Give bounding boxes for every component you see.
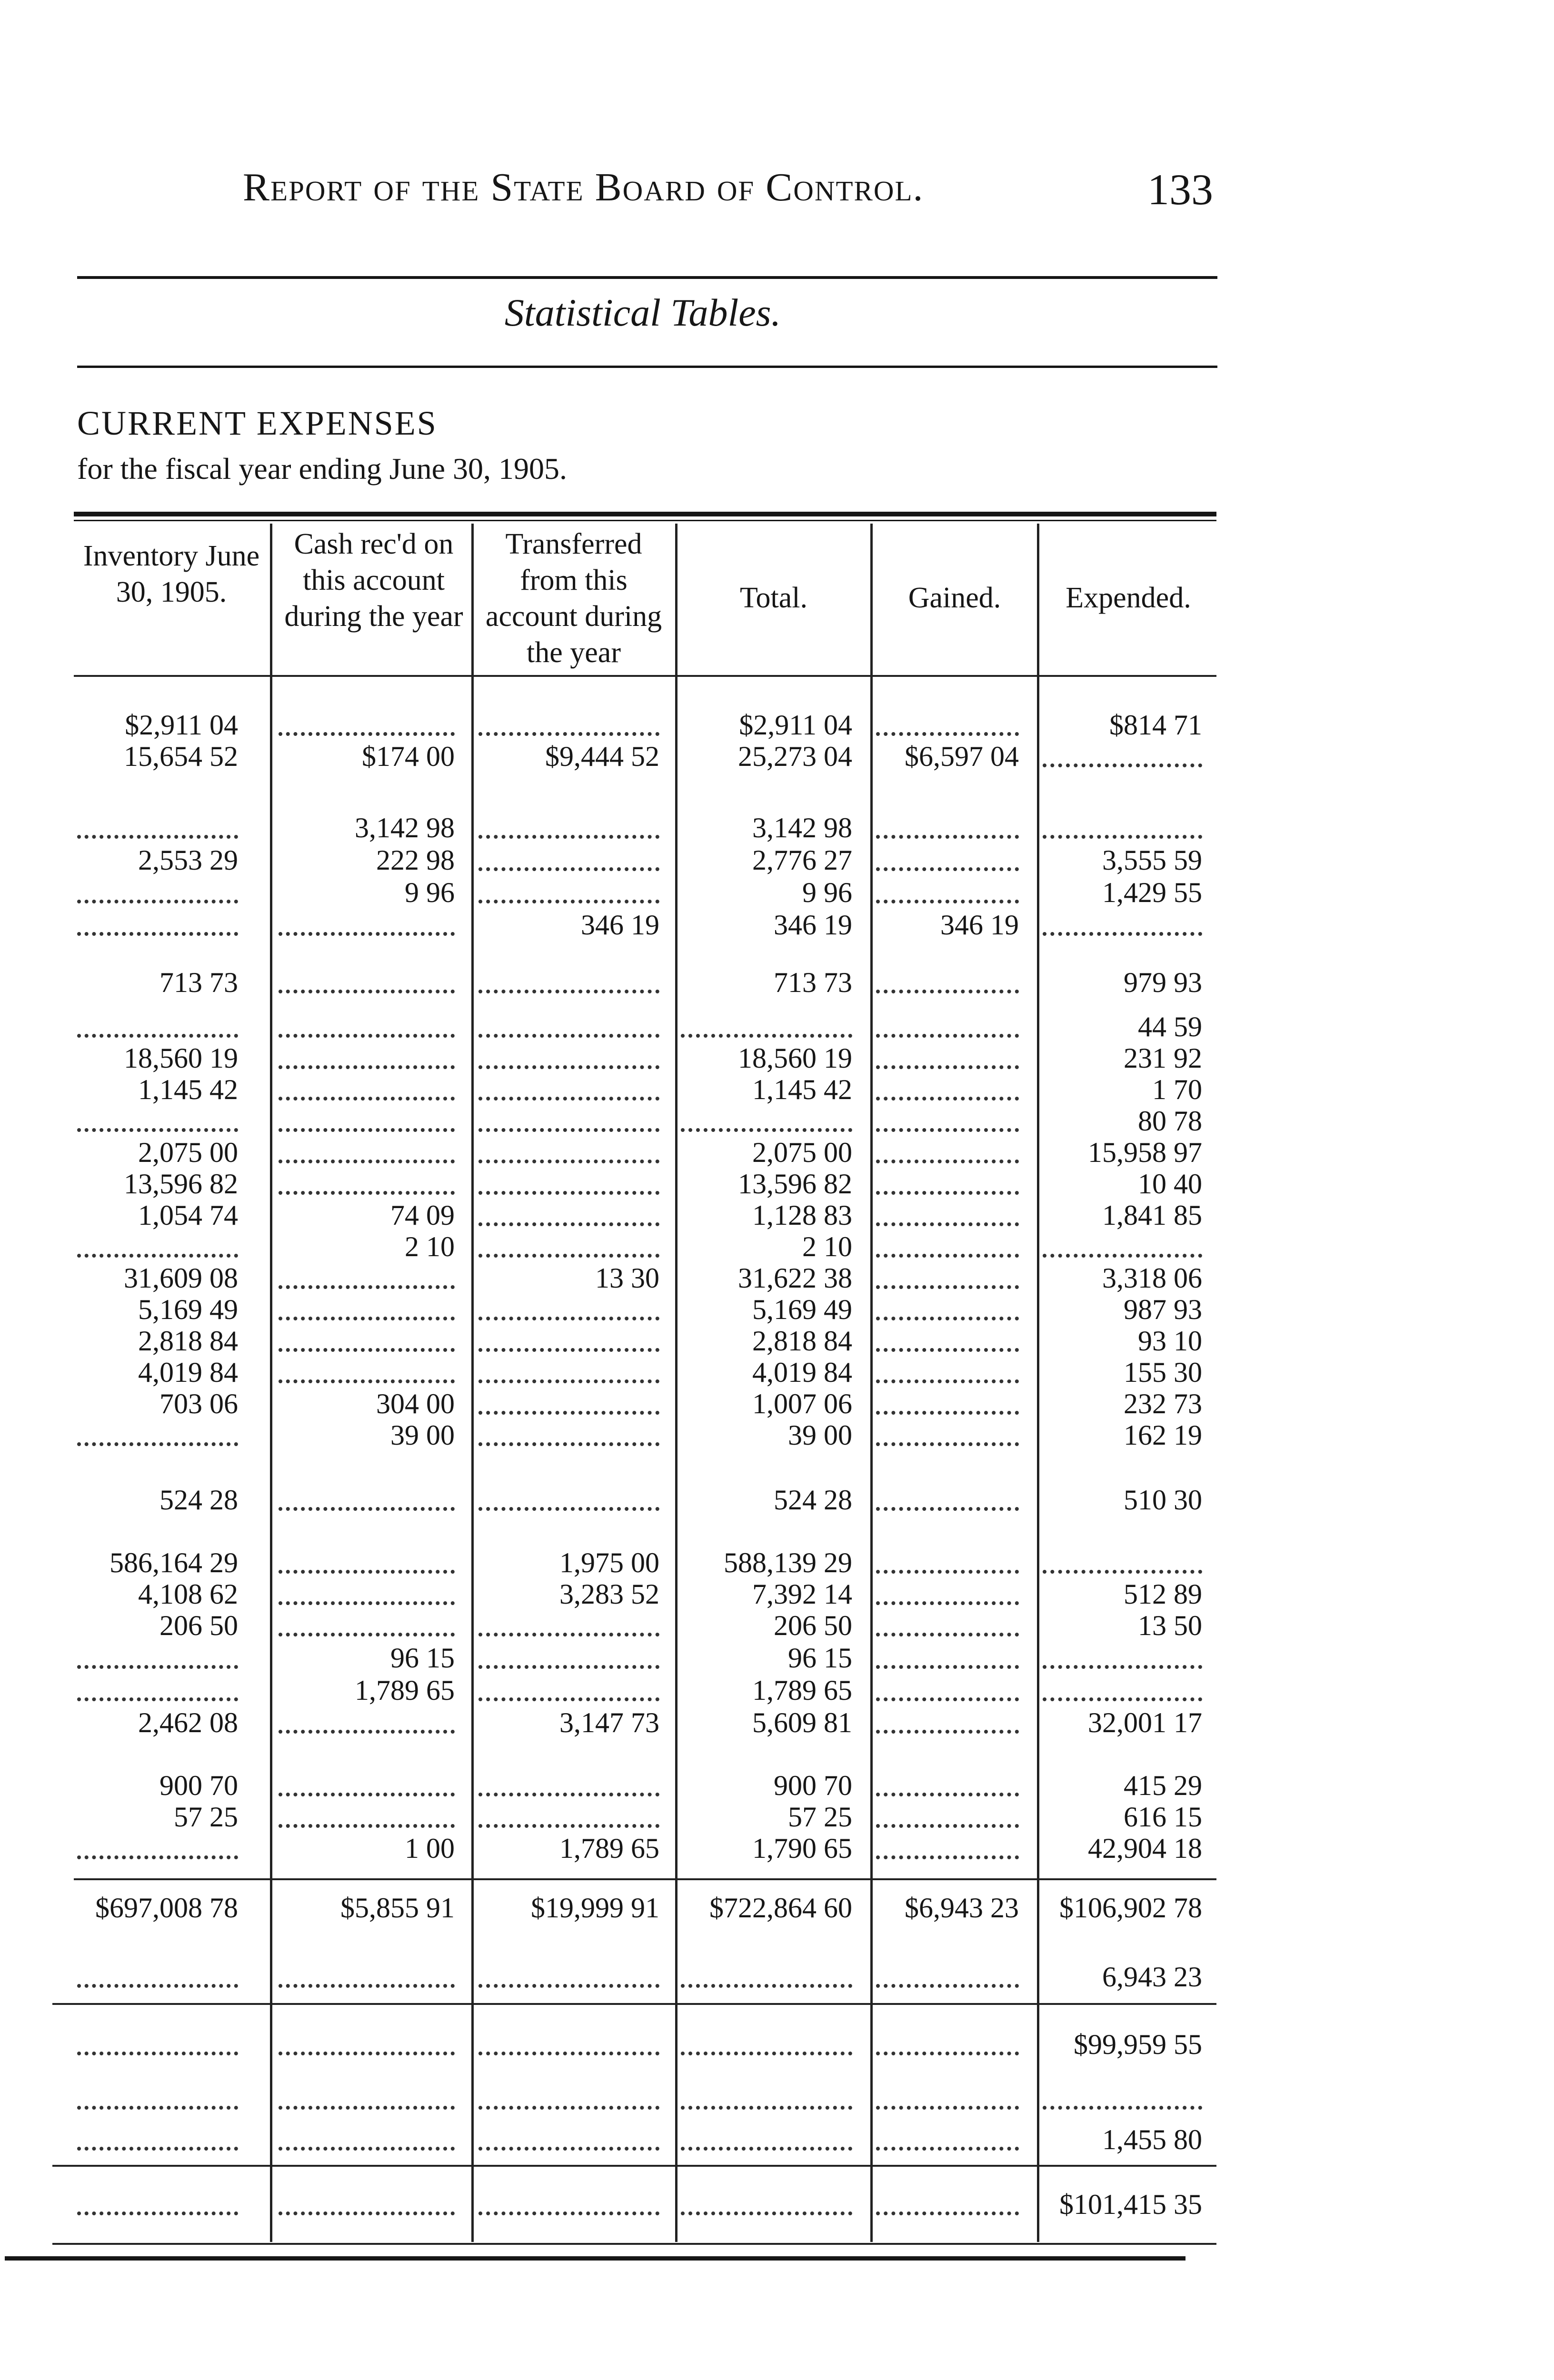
cell-total: 57 25 bbox=[788, 1801, 852, 1833]
dot-leader bbox=[876, 1317, 1019, 1320]
cell-total: 3,142 98 bbox=[752, 812, 852, 843]
cell-transferred: 1,975 00 bbox=[559, 1547, 659, 1578]
dot-leader bbox=[478, 867, 659, 871]
dot-leader bbox=[1043, 1254, 1202, 1258]
cell-cash-received: $174 00 bbox=[362, 741, 455, 772]
dot-leader bbox=[478, 1507, 659, 1511]
dot-leader bbox=[77, 1128, 238, 1132]
cell-cash-received: 2 10 bbox=[405, 1231, 455, 1262]
dot-leader bbox=[478, 732, 659, 736]
dot-leader bbox=[876, 2052, 1019, 2055]
cell-expended: 80 78 bbox=[1138, 1105, 1202, 1137]
dot-leader bbox=[876, 1160, 1019, 1163]
dot-leader bbox=[77, 900, 238, 903]
dot-leader bbox=[279, 1097, 455, 1101]
dot-leader bbox=[279, 1793, 455, 1796]
dot-leader bbox=[876, 1254, 1019, 1258]
column-header-transferred: Transferred from this account during the year bbox=[485, 528, 662, 669]
dot-leader bbox=[77, 2147, 238, 2151]
dot-leader bbox=[478, 1348, 659, 1352]
cell-total: 206 50 bbox=[774, 1610, 852, 1641]
column-divider bbox=[675, 524, 677, 2242]
cell-inventory: 1,054 74 bbox=[138, 1200, 238, 1231]
dot-leader bbox=[876, 1097, 1019, 1101]
dot-leader bbox=[681, 2052, 852, 2055]
dot-leader bbox=[77, 835, 238, 839]
cell-total: 588,139 29 bbox=[724, 1547, 852, 1578]
cell-cash-received: 304 00 bbox=[376, 1388, 455, 1419]
summary-expended: $101,415 35 bbox=[1059, 2189, 1202, 2220]
dot-leader bbox=[279, 1984, 455, 1988]
cell-expended: 155 30 bbox=[1124, 1357, 1202, 1388]
cell-expended: 979 93 bbox=[1124, 967, 1202, 998]
dot-leader bbox=[876, 1697, 1019, 1701]
table-top-rule-thin bbox=[74, 520, 1216, 521]
dot-leader bbox=[279, 932, 455, 936]
dot-leader bbox=[279, 1317, 455, 1320]
cell-inventory: 4,019 84 bbox=[138, 1357, 238, 1388]
dot-leader bbox=[279, 732, 455, 736]
dot-leader bbox=[681, 2147, 852, 2151]
dot-leader bbox=[876, 1285, 1019, 1289]
cell-inventory: 2,553 29 bbox=[138, 844, 238, 876]
column-header-inventory: Inventory June 30, 1905. bbox=[83, 540, 260, 608]
cell-total: 346 19 bbox=[774, 909, 852, 941]
dot-leader bbox=[1043, 1665, 1202, 1669]
cell-transferred: 3,147 73 bbox=[559, 1707, 659, 1738]
dot-leader bbox=[478, 1128, 659, 1132]
dot-leader bbox=[478, 900, 659, 903]
cell-total: 2,776 27 bbox=[752, 844, 852, 876]
header-rule-bottom bbox=[77, 366, 1217, 368]
cell-transferred: 3,283 52 bbox=[559, 1578, 659, 1610]
cell-cash-received: 74 09 bbox=[390, 1200, 455, 1231]
dot-leader bbox=[876, 1633, 1019, 1636]
dot-leader bbox=[279, 2211, 455, 2215]
cell-total: 1,789 65 bbox=[752, 1675, 852, 1706]
summary-rule bbox=[52, 2243, 1216, 2245]
cell-total: 7,392 14 bbox=[752, 1578, 852, 1610]
dot-leader bbox=[77, 2106, 238, 2110]
page-number: 133 bbox=[1147, 165, 1213, 214]
cell-expended: 1 70 bbox=[1152, 1074, 1202, 1105]
dot-leader bbox=[279, 2106, 455, 2110]
cell-expended: 42,904 18 bbox=[1088, 1833, 1202, 1864]
cell-inventory: 713 73 bbox=[159, 967, 238, 998]
dot-leader bbox=[478, 1034, 659, 1038]
section-subtitle: Statistical Tables. bbox=[504, 291, 781, 334]
dot-leader bbox=[279, 1285, 455, 1289]
total-transferred: $19,999 91 bbox=[531, 1892, 659, 1924]
dot-leader bbox=[876, 1348, 1019, 1352]
dot-leader bbox=[279, 1379, 455, 1383]
cell-cash-received: 1,789 65 bbox=[355, 1675, 455, 1706]
cell-total: 31,622 38 bbox=[738, 1262, 852, 1294]
cell-transferred: 346 19 bbox=[581, 909, 659, 941]
dot-leader bbox=[478, 2052, 659, 2055]
dot-leader bbox=[279, 1348, 455, 1352]
totals-rule bbox=[74, 1878, 1216, 1880]
cell-expended: 231 92 bbox=[1124, 1042, 1202, 1074]
dot-leader bbox=[279, 1570, 455, 1574]
dot-leader bbox=[279, 1601, 455, 1605]
dot-leader bbox=[279, 1128, 455, 1132]
dot-leader bbox=[1043, 835, 1202, 839]
cell-expended: 44 59 bbox=[1138, 1011, 1202, 1042]
dot-leader bbox=[876, 867, 1019, 871]
cell-expended: 415 29 bbox=[1124, 1770, 1202, 1801]
cell-total: 39 00 bbox=[788, 1419, 852, 1451]
dot-leader bbox=[478, 1317, 659, 1320]
dot-leader bbox=[876, 1665, 1019, 1669]
cell-expended: 510 30 bbox=[1124, 1484, 1202, 1516]
dot-leader bbox=[478, 1254, 659, 1258]
cell-expended: 32,001 17 bbox=[1088, 1707, 1202, 1738]
running-title: Report of the State Board of Control. bbox=[243, 165, 924, 209]
cell-cash-received: 3,142 98 bbox=[355, 812, 455, 843]
table-bottom-rule bbox=[5, 2256, 1185, 2261]
total-total: $722,864 60 bbox=[709, 1892, 852, 1924]
cell-transferred: 1,789 65 bbox=[559, 1833, 659, 1864]
dot-leader bbox=[1043, 2106, 1202, 2110]
table-title: CURRENT EXPENSES bbox=[77, 404, 438, 442]
cell-inventory: 18,560 19 bbox=[124, 1042, 238, 1074]
cell-transferred: 13 30 bbox=[595, 1262, 659, 1294]
dot-leader bbox=[478, 2106, 659, 2110]
dot-leader bbox=[478, 1824, 659, 1828]
cell-total: 9 96 bbox=[802, 877, 852, 908]
dot-leader bbox=[478, 1665, 659, 1669]
dot-leader bbox=[876, 835, 1019, 839]
cell-inventory: 206 50 bbox=[159, 1610, 238, 1641]
dot-leader bbox=[77, 1034, 238, 1038]
dot-leader bbox=[279, 1507, 455, 1511]
dot-leader bbox=[681, 2211, 852, 2215]
cell-total: 524 28 bbox=[774, 1484, 852, 1516]
cell-expended: 1,429 55 bbox=[1102, 877, 1202, 908]
cell-total: 5,169 49 bbox=[752, 1294, 852, 1325]
cell-inventory: 13,596 82 bbox=[124, 1168, 238, 1200]
dot-leader bbox=[478, 1160, 659, 1163]
total-expended: $106,902 78 bbox=[1059, 1892, 1202, 1924]
dot-leader bbox=[876, 2211, 1019, 2215]
summary-expended: $99,959 55 bbox=[1074, 2029, 1202, 2060]
dot-leader bbox=[876, 732, 1019, 736]
column-divider bbox=[870, 524, 873, 2242]
cell-inventory: 703 06 bbox=[159, 1388, 238, 1419]
dot-leader bbox=[1043, 764, 1202, 767]
dot-leader bbox=[77, 2211, 238, 2215]
cell-total: 1,145 42 bbox=[752, 1074, 852, 1105]
dot-leader bbox=[279, 1191, 455, 1195]
cell-cash-received: 222 98 bbox=[376, 844, 455, 876]
column-header-expended: Expended. bbox=[1066, 582, 1191, 614]
dot-leader bbox=[876, 1507, 1019, 1511]
summary-rule bbox=[52, 2165, 1216, 2167]
dot-leader bbox=[478, 1222, 659, 1226]
cell-expended: 232 73 bbox=[1124, 1388, 1202, 1419]
dot-leader bbox=[876, 1191, 1019, 1195]
cell-gained: $6,597 04 bbox=[905, 741, 1019, 772]
dot-leader bbox=[478, 1411, 659, 1415]
cell-inventory: 31,609 08 bbox=[124, 1262, 238, 1294]
cell-inventory: 2,462 08 bbox=[138, 1707, 238, 1738]
dot-leader bbox=[77, 1984, 238, 1988]
cell-expended: 15,958 97 bbox=[1088, 1137, 1202, 1168]
column-header-cash-received: Cash rec'd on this account during the year bbox=[284, 528, 463, 633]
column-header-gained: Gained. bbox=[908, 582, 1001, 614]
dot-leader bbox=[478, 1442, 659, 1446]
dot-leader bbox=[876, 1793, 1019, 1796]
dot-leader bbox=[876, 1411, 1019, 1415]
cell-inventory: 900 70 bbox=[159, 1770, 238, 1801]
dot-leader bbox=[77, 1697, 238, 1701]
cell-total: 18,560 19 bbox=[738, 1042, 852, 1074]
dot-leader bbox=[478, 1793, 659, 1796]
dot-leader bbox=[876, 1855, 1019, 1859]
column-divider bbox=[471, 524, 474, 2242]
dot-leader bbox=[876, 2147, 1019, 2151]
table-subtitle: for the fiscal year ending June 30, 1905. bbox=[77, 452, 568, 486]
cell-cash-received: 39 00 bbox=[390, 1419, 455, 1451]
cell-total: 2,075 00 bbox=[752, 1137, 852, 1168]
cell-total: 1,790 65 bbox=[752, 1833, 852, 1864]
dot-leader bbox=[1043, 1570, 1202, 1574]
cell-expended: 3,555 59 bbox=[1102, 844, 1202, 876]
cell-inventory: 2,075 00 bbox=[138, 1137, 238, 1168]
dot-leader bbox=[77, 932, 238, 936]
dot-leader bbox=[876, 990, 1019, 993]
cell-cash-received: 9 96 bbox=[405, 877, 455, 908]
summary-rule bbox=[52, 2003, 1216, 2005]
header-rule-top bbox=[77, 276, 1217, 279]
dot-leader bbox=[478, 1984, 659, 1988]
dot-leader bbox=[876, 1065, 1019, 1069]
cell-total: 1,128 83 bbox=[752, 1200, 852, 1231]
cell-inventory: $2,911 04 bbox=[125, 709, 238, 741]
header-underline bbox=[74, 675, 1216, 677]
cell-inventory: 57 25 bbox=[174, 1801, 238, 1833]
cell-total: 2,818 84 bbox=[752, 1325, 852, 1357]
dot-leader bbox=[876, 1379, 1019, 1383]
dot-leader bbox=[279, 1160, 455, 1163]
cell-total: 2 10 bbox=[802, 1231, 852, 1262]
cell-total: 25,273 04 bbox=[738, 741, 852, 772]
cell-total: 900 70 bbox=[774, 1770, 852, 1801]
dot-leader bbox=[876, 1222, 1019, 1226]
cell-inventory: 15,654 52 bbox=[124, 741, 238, 772]
dot-leader bbox=[478, 2147, 659, 2151]
dot-leader bbox=[681, 1128, 852, 1132]
cell-total: 4,019 84 bbox=[752, 1357, 852, 1388]
dot-leader bbox=[876, 1730, 1019, 1734]
total-gained: $6,943 23 bbox=[905, 1892, 1019, 1924]
cell-expended: $814 71 bbox=[1109, 709, 1202, 741]
cell-expended: 162 19 bbox=[1124, 1419, 1202, 1451]
summary-expended: 1,455 80 bbox=[1102, 2124, 1202, 2155]
cell-total: 1,007 06 bbox=[752, 1388, 852, 1419]
cell-total: 713 73 bbox=[774, 967, 852, 998]
dot-leader bbox=[478, 990, 659, 993]
dot-leader bbox=[279, 2147, 455, 2151]
dot-leader bbox=[279, 1034, 455, 1038]
cell-expended: 616 15 bbox=[1124, 1801, 1202, 1833]
cell-inventory: 4,108 62 bbox=[138, 1578, 238, 1610]
dot-leader bbox=[279, 1824, 455, 1828]
cell-inventory: 5,169 49 bbox=[138, 1294, 238, 1325]
column-divider bbox=[1037, 524, 1039, 2242]
dot-leader bbox=[279, 2052, 455, 2055]
dot-leader bbox=[876, 1984, 1019, 1988]
dot-leader bbox=[681, 2106, 852, 2110]
dot-leader bbox=[77, 1665, 238, 1669]
dot-leader bbox=[1043, 1697, 1202, 1701]
cell-inventory: 1,145 42 bbox=[138, 1074, 238, 1105]
dot-leader bbox=[77, 1254, 238, 1258]
dot-leader bbox=[478, 2211, 659, 2215]
cell-total: $2,911 04 bbox=[739, 709, 852, 741]
dot-leader bbox=[1043, 932, 1202, 936]
cell-expended: 93 10 bbox=[1138, 1325, 1202, 1357]
dot-leader bbox=[478, 1633, 659, 1636]
total-inventory: $697,008 78 bbox=[95, 1892, 238, 1924]
dot-leader bbox=[876, 1442, 1019, 1446]
dot-leader bbox=[279, 990, 455, 993]
cell-expended: 13 50 bbox=[1138, 1610, 1202, 1641]
dot-leader bbox=[279, 1633, 455, 1636]
cell-transferred: $9,444 52 bbox=[545, 741, 659, 772]
dot-leader bbox=[478, 1097, 659, 1101]
dot-leader bbox=[876, 1570, 1019, 1574]
dot-leader bbox=[77, 2052, 238, 2055]
cell-total: 13,596 82 bbox=[738, 1168, 852, 1200]
table-top-rule-thick bbox=[74, 512, 1216, 516]
cell-expended: 987 93 bbox=[1124, 1294, 1202, 1325]
total-cash-received: $5,855 91 bbox=[340, 1892, 455, 1924]
cell-inventory: 586,164 29 bbox=[110, 1547, 238, 1578]
summary-expended: 6,943 23 bbox=[1102, 1961, 1202, 1993]
dot-leader bbox=[279, 1730, 455, 1734]
cell-expended: 10 40 bbox=[1138, 1168, 1202, 1200]
dot-leader bbox=[681, 1984, 852, 1988]
dot-leader bbox=[279, 1065, 455, 1069]
dot-leader bbox=[876, 1601, 1019, 1605]
cell-cash-received: 1 00 bbox=[405, 1833, 455, 1864]
cell-expended: 3,318 06 bbox=[1102, 1262, 1202, 1294]
cell-expended: 512 89 bbox=[1124, 1578, 1202, 1610]
column-header-total: Total. bbox=[739, 582, 807, 614]
dot-leader bbox=[876, 2106, 1019, 2110]
cell-total: 5,609 81 bbox=[752, 1707, 852, 1738]
column-divider bbox=[270, 524, 272, 2242]
cell-inventory: 2,818 84 bbox=[138, 1325, 238, 1357]
cell-cash-received: 96 15 bbox=[390, 1642, 455, 1674]
dot-leader bbox=[478, 1697, 659, 1701]
cell-inventory: 524 28 bbox=[159, 1484, 238, 1516]
dot-leader bbox=[876, 1034, 1019, 1038]
dot-leader bbox=[478, 1191, 659, 1195]
dot-leader bbox=[876, 1128, 1019, 1132]
dot-leader bbox=[478, 1065, 659, 1069]
cell-expended: 1,841 85 bbox=[1102, 1200, 1202, 1231]
cell-total: 96 15 bbox=[788, 1642, 852, 1674]
dot-leader bbox=[876, 900, 1019, 903]
dot-leader bbox=[77, 1442, 238, 1446]
dot-leader bbox=[876, 1824, 1019, 1828]
dot-leader bbox=[681, 1034, 852, 1038]
dot-leader bbox=[478, 1379, 659, 1383]
dot-leader bbox=[77, 1855, 238, 1859]
dot-leader bbox=[478, 835, 659, 839]
cell-gained: 346 19 bbox=[940, 909, 1019, 941]
